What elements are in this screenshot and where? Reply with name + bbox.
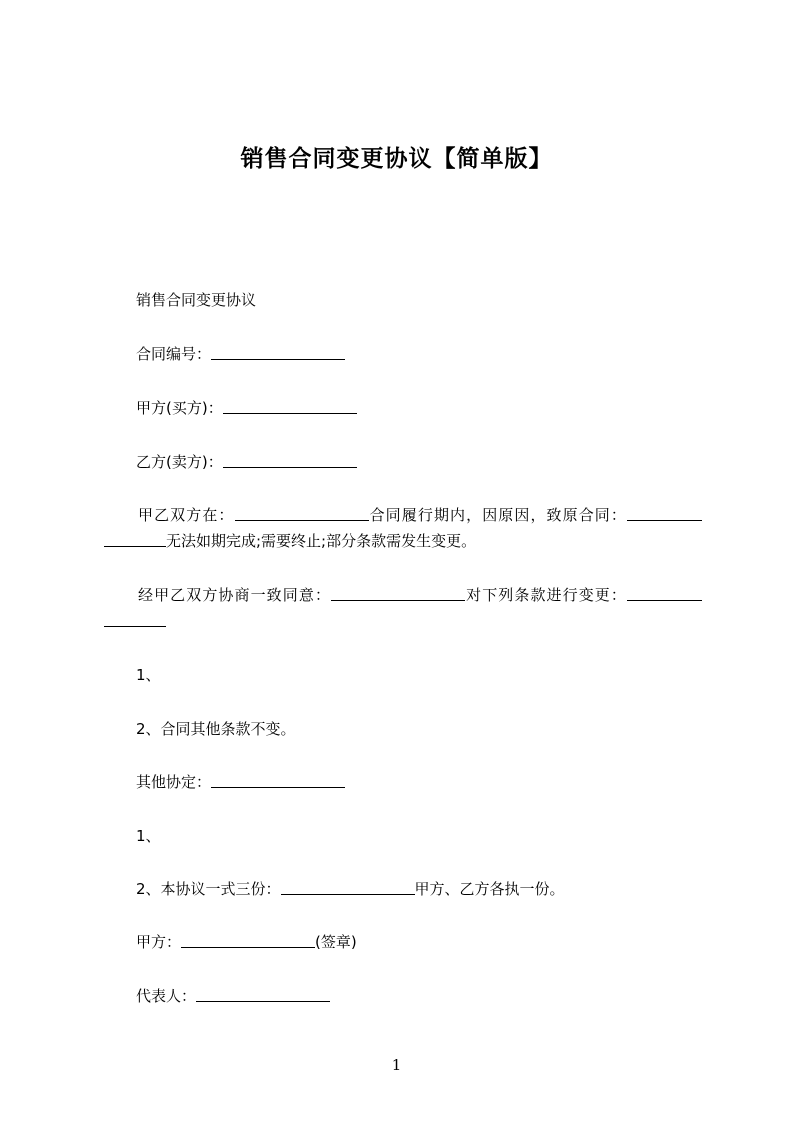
contract-number-line xyxy=(136,341,345,367)
list-item: 2、合同其他条款不变。 xyxy=(136,720,296,738)
signature-seal-note: (签章) xyxy=(315,933,357,951)
party-a-blank xyxy=(223,398,357,414)
change-reason-paragraph xyxy=(104,502,702,554)
other-agreement-blank xyxy=(211,772,345,788)
copies-blank xyxy=(281,879,415,895)
original-contract-blank xyxy=(627,505,702,521)
contract-number-blank xyxy=(211,344,345,360)
copies-lead: 2、本协议一式三份： xyxy=(136,880,281,898)
document-subtitle: 销售合同变更协议 xyxy=(136,291,257,309)
copies-line xyxy=(136,876,565,902)
other-agreement-label: 其他协定： xyxy=(136,773,212,791)
party-a-line xyxy=(136,395,357,421)
list-item: 1、 xyxy=(136,827,161,845)
agreement-blank xyxy=(331,585,465,601)
changed-clauses-blank-cont xyxy=(104,611,166,627)
change-reason-lead: 甲乙双方在： xyxy=(138,506,235,524)
party-b-label: 乙方(卖方)： xyxy=(136,453,223,471)
agreement-mid: 对下列条款进行变更： xyxy=(465,586,627,604)
signature-party-a-line xyxy=(136,929,357,955)
change-period-blank xyxy=(235,505,369,521)
representative-label: 代表人： xyxy=(136,987,197,1005)
change-reason-mid: 合同履行期内，因原因，致原合同： xyxy=(368,506,627,524)
list-item: 1、 xyxy=(136,666,161,684)
agreement-lead: 经甲乙双方协商一致同意： xyxy=(138,586,332,604)
copies-tail: 甲方、乙方各执一份。 xyxy=(414,880,565,898)
party-b-line xyxy=(136,449,357,475)
change-reason-tail: 无法如期完成;需要终止;部分条款需发生变更。 xyxy=(166,532,477,550)
page-number: 1 xyxy=(391,1056,402,1074)
representative-line xyxy=(136,983,330,1009)
signature-party-a-blank xyxy=(181,932,315,948)
party-a-label: 甲方(买方)： xyxy=(136,399,223,417)
signature-party-a-label: 甲方： xyxy=(136,933,182,951)
contract-number-label: 合同编号： xyxy=(136,345,212,363)
party-b-blank xyxy=(223,452,357,468)
changed-clauses-blank xyxy=(627,585,702,601)
representative-blank xyxy=(196,986,330,1002)
other-agreement-line xyxy=(136,769,345,795)
document-title: 销售合同变更协议【简单版】 xyxy=(240,146,553,172)
original-contract-blank-cont xyxy=(104,531,166,547)
agreement-paragraph xyxy=(104,582,702,634)
